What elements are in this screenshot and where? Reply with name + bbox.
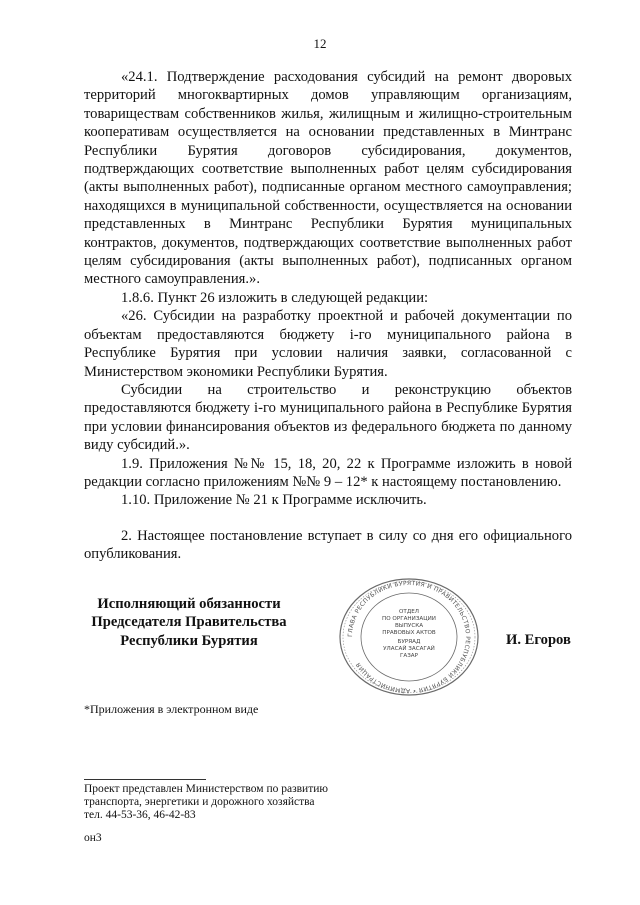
document-code: он3 [84, 832, 102, 844]
signatory-title-line: Председателя Правительства [91, 614, 287, 631]
attachments-footnote: *Приложения в электронном виде [84, 702, 259, 716]
svg-text:ВЫПУСКА: ВЫПУСКА [394, 623, 424, 629]
svg-text:ОТДЕЛ: ОТДЕЛ [399, 609, 419, 615]
signatory-title-line: Исполняющий обязанности [97, 596, 281, 612]
signatory-name: И. Егоров [506, 632, 571, 648]
signatory-title-line: Республики Бурятия [120, 632, 258, 649]
svg-text:ПРАВОВЫХ АКТОВ: ПРАВОВЫХ АКТОВ [382, 630, 436, 636]
page-number: 12 [313, 36, 327, 51]
paragraph-1-8-6: 1.8.6. Пункт 26 изложить в следующей редакции: [121, 289, 429, 306]
paragraph-1-9: 1.9. Приложения №№ 15, 18, 20, 22 к Программе изложить в новой редакции согласно приложениям №№ 9 – 12* к настоящему постановлению. [84, 455, 572, 490]
svg-text:ГЛАВА РЕСПУБЛИКИ БУРЯТИЯ И ПРА [347, 580, 471, 694]
contact-phones: тел. 44-53-36, 46-42-83 [84, 809, 196, 822]
paragraph-subsidies-construction: Субсидии на строительство и реконструкцию объектов предоставляются бюджету i-го муниципального района в Республике Бурятия при условии финансирования объектов из федерального бюджета по данному виду субсидий.». [84, 381, 572, 454]
paragraph-26: «26. Субсидии на разработку проектной и рабочей документации по объектам предоставляются бюджету i-го муниципального района в Республикe Бурятия при условии наличия заявки, согласованной с Министерством экономики Республики Бурятия. [84, 308, 572, 380]
svg-text:ГАЗАР: ГАЗАР [399, 653, 419, 659]
paragraph-1-10: 1.10. Приложение № 21 к Программе исключить. [121, 492, 427, 509]
svg-text:УЛАСАЙ ЗАСАГАЙ: УЛАСАЙ ЗАСАГАЙ [383, 646, 435, 652]
prepared-by-line: транспорта, энергетики и дорожного хозяйства [84, 796, 315, 809]
svg-text:БУРЯАД: БУРЯАД [397, 639, 421, 645]
document-body [84, 68, 572, 564]
prepared-by-line: Проект представлен Министерством по развитию [84, 783, 328, 795]
paragraph-24-1: «24.1. Подтверждение расходования субсидий на ремонт дворовых территорий многоквартирных домов управляющим организациям, товариществам собственников жилья, жилищным и жилищно-строительным кооперативам осуществляется на основании представленных в Минтранс Республики Бурятия договоров субсидирования, документов, подтверждающих соответствие выполненных работ целям субсидирования (акты выполненных работ), подписанные органом местного самоуправления; находящихся в муниципальной собственности, осуществляется на основании представленных в Минтранс Республики Бурятия муниципальных контрактов, документов, подтверждающих соответствие выполненных работ целям субсидирования (акты выполненных работ), подписанных органом местного самоуправления.». [84, 69, 572, 288]
seal-ring-text: ГЛАВА РЕСПУБЛИКИ БУРЯТИЯ И ПРАВИТЕЛЬСТВО РЕСПУБЛИКИ БУРЯТИЯ • АДМИНИСТРАЦИЯ [346, 579, 472, 695]
paragraph-2-effective: 2. Настоящее постановление вступает в силу со дня его официального опубликования. [84, 527, 572, 563]
official-seal-stamp [337, 577, 481, 697]
signatory-title [84, 595, 294, 650]
svg-text:ПО ОРГАНИЗАЦИИ: ПО ОРГАНИЗАЦИИ [382, 616, 436, 622]
footer-divider [84, 779, 206, 780]
prepared-by-note [84, 783, 328, 823]
